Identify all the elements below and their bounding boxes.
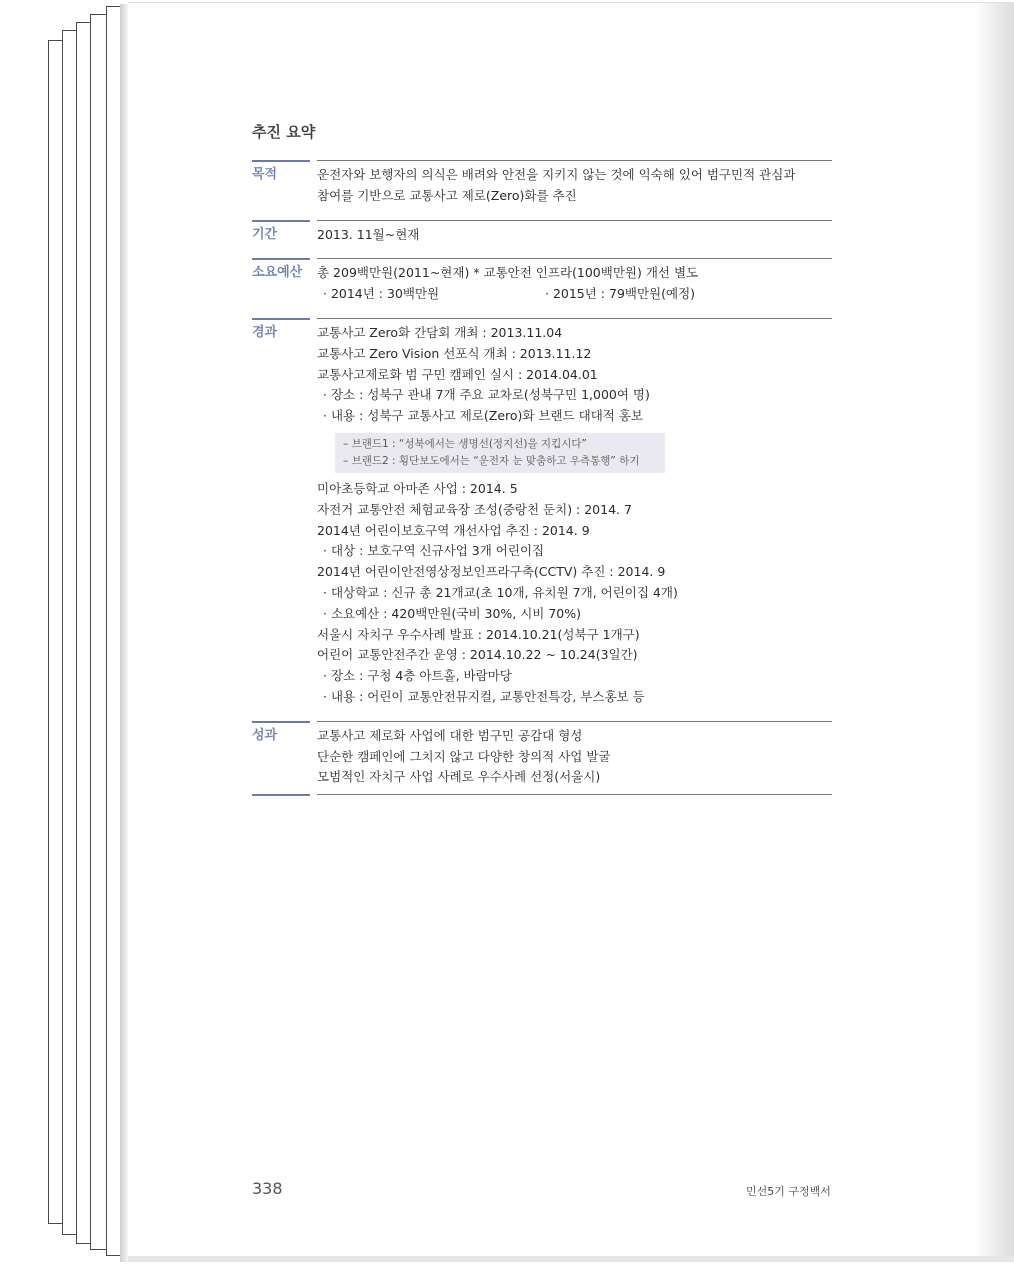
list-item: 교통사고 Zero Vision 선포식 개최 : 2013.11.12 bbox=[317, 345, 592, 361]
brand-line: – 브랜드2 : 횡단보도에서는 “운전자 눈 맞춤하고 우측통행” 하기 bbox=[343, 454, 640, 467]
book-title: 민선5기 구정백서 bbox=[746, 1185, 831, 1198]
list-item: · 장소 : 구청 4층 아트홀, 바람마당 bbox=[323, 668, 512, 684]
row-text: 참여를 기반으로 교통사고 제로(Zero)화를 추진 bbox=[317, 187, 577, 203]
row-label: 기간 bbox=[252, 226, 278, 242]
list-item: · 소요예산 : 420백만원(국비 30%, 시비 70%) bbox=[323, 605, 582, 621]
section-title: 추진 요약 bbox=[252, 123, 316, 141]
list-item: · 장소 : 성북구 관내 7개 주요 교차로(성북구민 1,000여 명) bbox=[323, 387, 650, 403]
row-text: 교통사고 제로화 사업에 대한 범구민 공감대 형성 bbox=[317, 727, 583, 743]
row-budget bbox=[252, 263, 832, 305]
list-item: 자전거 교통안전 체험교육장 조성(중랑천 둔치) : 2014. 7 bbox=[317, 501, 632, 517]
budget-2014: · 2014년 : 30백만원 bbox=[323, 286, 440, 302]
row-label: 성과 bbox=[252, 727, 278, 743]
list-item: · 대상 : 보호구역 신규사업 3개 어린이집 bbox=[323, 543, 545, 559]
list-item: 서울시 자치구 우수사례 발표 : 2014.10.21(성북구 1개구) bbox=[317, 626, 640, 642]
brand-box bbox=[335, 433, 665, 473]
row-text: 모범적인 자치구 사업 사례로 우수사례 선정(서울시) bbox=[317, 769, 601, 785]
brand-line: – 브랜드1 : “성북에서는 생명선(정지선)을 지킵시다” bbox=[343, 437, 587, 450]
summary-table bbox=[252, 121, 832, 796]
table-bottom-rule bbox=[252, 794, 832, 796]
row-text: 총 209백만원(2011~현재) * 교통안전 인프라(100백만원) 개선 별도 bbox=[317, 265, 699, 281]
list-item: 미아초등학교 아마존 사업 : 2014. 5 bbox=[317, 480, 518, 496]
row-text: 2013. 11월~현재 bbox=[317, 226, 420, 242]
row-label: 목적 bbox=[252, 167, 278, 182]
list-item: 2014년 어린이안전영상정보인프라구축(CCTV) 추진 : 2014. 9 bbox=[317, 564, 666, 580]
row-label: 경과 bbox=[252, 324, 278, 340]
page-number: 338 bbox=[252, 1179, 283, 1198]
list-item: 교통사고 Zero화 간담회 개최 : 2013.11.04 bbox=[317, 324, 563, 340]
list-item: · 내용 : 성북구 교통사고 제로(Zero)화 브랜드 대대적 홍보 bbox=[323, 408, 643, 424]
document-page bbox=[128, 2, 1014, 1262]
list-item: 어린이 교통안전주간 운영 : 2014.10.22 ~ 10.24(3일간) bbox=[317, 647, 638, 663]
list-item: · 내용 : 어린이 교통안전뮤지컬, 교통안전특강, 부스홍보 등 bbox=[323, 688, 645, 704]
list-item: 교통사고제로화 범 구민 캠페인 실시 : 2014.04.01 bbox=[317, 366, 598, 382]
budget-2015: · 2015년 : 79백만원(예정) bbox=[545, 286, 696, 302]
row-progress bbox=[252, 323, 832, 708]
row-period bbox=[252, 225, 832, 246]
row-results bbox=[252, 726, 832, 788]
row-purpose bbox=[252, 165, 832, 207]
row-text: 단순한 캠페인에 그치지 않고 다양한 창의적 사업 발굴 bbox=[317, 748, 611, 764]
row-label: 소요예산 bbox=[252, 265, 303, 281]
list-item: 2014년 어린이보호구역 개선사업 추진 : 2014. 9 bbox=[317, 522, 590, 538]
row-text: 운전자와 보행자의 의식은 배려와 안전을 지키지 않는 것에 익숙해 있어 범구민적 관심과 bbox=[317, 167, 796, 182]
list-item: · 대상학교 : 신규 총 21개교(초 10개, 유치원 7개, 어린이집 4개) bbox=[323, 584, 678, 600]
